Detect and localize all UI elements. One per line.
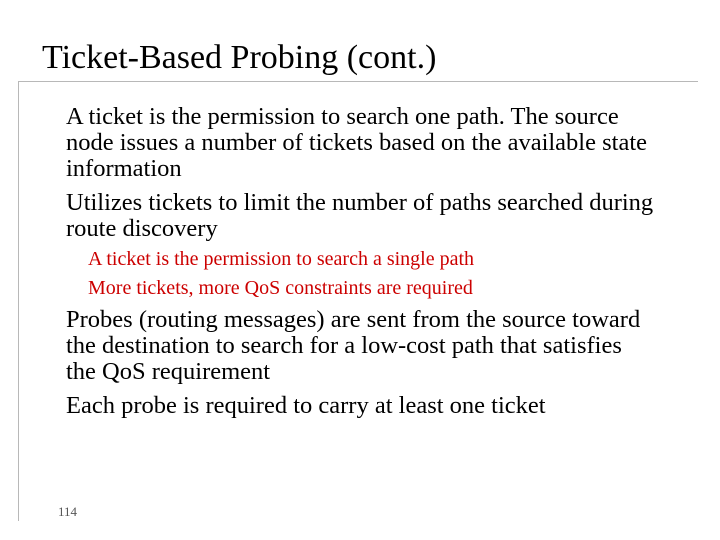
bullet-text-2: Utilizes tickets to limit the number of paths searched during route discovery [66,189,654,242]
sub-bullet-text-2: More tickets, more QoS constraints are required [88,277,473,299]
bullet-text-3: Probes (routing messages) are sent from the source toward the destination to search for a low-cost path that satisfies the QoS requirement [66,306,641,385]
left-rule-vertical [18,81,19,521]
sub-bullet-text-1: A ticket is the permission to search a single path [88,248,475,270]
bullet-text-1: A ticket is the permission to search one path. The source node issues a number of tickets based on the available state information [66,103,648,182]
slide-title: Ticket-Based Probing (cont.) [42,39,437,76]
bullet-text-4: Each probe is required to carry at least one ticket [66,392,546,419]
title-rule-horizontal [18,81,698,82]
page-number: 114 [58,504,78,519]
